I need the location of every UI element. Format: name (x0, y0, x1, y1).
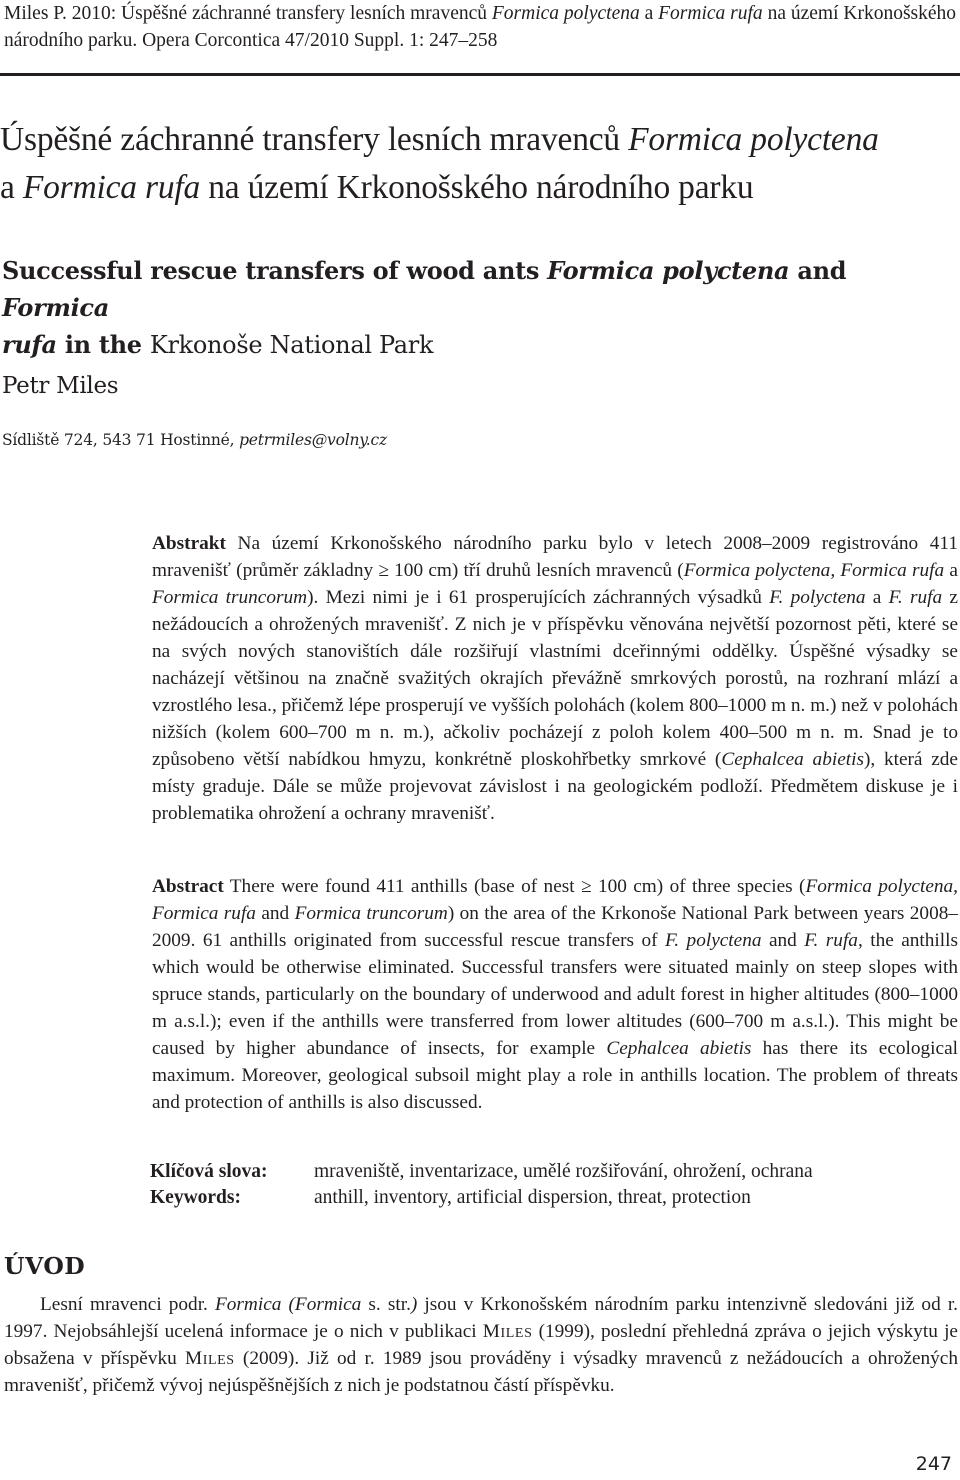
keywords-czech-label: Klíčová slova: (150, 1161, 268, 1182)
abstract-species: Formica polyctena, Formica rufa (152, 876, 958, 924)
page-number: 247 (915, 1453, 952, 1475)
subtitle-species: rufa (2, 330, 57, 359)
subtitle-text: Krkonoše National Park (149, 331, 434, 359)
keywords-english-value: anthill, inventory, artificial dispersion, threat, protection (314, 1187, 751, 1208)
abstract-english-paragraph (152, 873, 958, 1116)
abstract-text: Na území Krkonošského národního parku bylo v letech 2008–2009 registrováno 411 mravenišť (průměr základny ≥ 100 cm) tří druhů lesních mravenců ( (152, 533, 958, 581)
title-text: a (0, 169, 23, 206)
subtitle-text: Successful rescue transfers of wood ants (2, 256, 548, 285)
abstract-text: has there its ecological maximum. Moreover, geological subsoil might play a role in anthills location. The problem of threats and protection of anthills is also discussed. (152, 1038, 958, 1113)
intro-text: jsou v Krkonošském národním parku intenzivně sledováni již od r. 1997. Nejobsáhlejší ucelená informace je o nich v publikaci (4, 1294, 958, 1342)
title-text: na území Krkonošského národního parku (200, 169, 754, 206)
abstract-text: a (944, 560, 958, 581)
abstract-species: F. polyctena (769, 587, 866, 608)
cited-author: Miles (482, 1321, 533, 1342)
intro-paragraph (4, 1291, 958, 1399)
intro-species: Formica (Formica (214, 1294, 362, 1315)
author-name: Petr Miles (2, 373, 119, 399)
abstract-text: and (761, 930, 805, 951)
title-text: Úspěšné záchranné transfery lesních mravenců (0, 121, 629, 158)
citation-species: Formica polyctena (491, 3, 640, 24)
abstract-species: Cephalcea abietis (606, 1038, 752, 1059)
abstract-species: Formica truncorum (294, 903, 448, 924)
keywords-english-label: Keywords: (150, 1187, 241, 1208)
intro-text: Lesní mravenci podr. (40, 1294, 215, 1315)
abstract-text: and (255, 903, 295, 924)
abstract-text: a (865, 587, 889, 608)
abstract-czech (152, 530, 958, 827)
intro-text: (2009). Již od r. 1989 jsou prováděny i výsadky mravenců z nežádoucích a ohrožených mravenišť, přičemž vývoj nejúspěšnějších z nich je podstatnou částí příspěvku. (4, 1348, 958, 1396)
abstract-species: Formica polyctena, Formica rufa (683, 560, 945, 581)
abstract-species: F. rufa (888, 587, 943, 608)
abstract-species: Formica truncorum (152, 587, 308, 608)
article-title (0, 116, 960, 212)
intro-text: (1999), poslední přehledná zpráva o jejich výskytu je obsažena v příspěvku (4, 1321, 958, 1369)
abstract-english-label: Abstract (152, 876, 224, 897)
subtitle-text: in the (56, 330, 150, 359)
abstract-text: ). Mezi nimi je i 61 prosperujících záchranných výsadků (307, 587, 770, 608)
cited-author: Miles (185, 1348, 235, 1369)
abstract-text: z nežádoucích a ohrožených mravenišť. Z nich je v příspěvku věnována největší pozornost pěti, které se na svých nových stanovištích dále rozšiřují vlastními dceřinnými oddělky. Úspěšné výsadky se nacházejí většinou na značně svažitých okrajích převážně smrkových porostů, na rozhraní mlází a vzrostlého lesa., přičemž lépe prosperují ve vyšších polohách (kolem 800–1000 m n. m.) než v polohách nižších (kolem 600–700 m n. m.), ačkoliv pocházejí z poloh kolem 400–500 m n. m. Snad je to způsobeno větší nabídkou hmyzu, konkrétně ploskohřbetky smrkové ( (152, 587, 958, 770)
abstract-text: There were found 411 anthills (base of nest ≥ 100 cm) of three species ( (223, 876, 806, 897)
abstract-species: Cephalcea abietis (721, 749, 864, 770)
keywords-czech-value: mraveniště, inventarizace, umělé rozšiřování, ohrožení, ochrana (314, 1161, 813, 1182)
author-address (2, 428, 387, 452)
citation-text: Miles P. 2010: Úspěšné záchranné transfery lesních mravenců (4, 3, 492, 24)
title-species: Formica rufa (22, 169, 201, 206)
english-title (2, 252, 958, 364)
abstract-text: ), která zde místy graduje. Dále se může projevovat závislost i na geologickém podloží. Předmětem diskuse je i problematika ohrožení a ochrany mravenišť. (152, 749, 958, 824)
abstract-species: F. polyctena (665, 930, 762, 951)
citation-text: na území Krkonošského národního parku. Opera Corcontica 47/2010 Suppl. 1: 247–258 (4, 3, 957, 51)
abstract-text: , the anthills which would be otherwise eliminated. Successful transfers were situated mainly on steep slopes with spruce stands, particularly on the boundary of underwood and adult forest in higher altitudes (800–1000 m a.s.l.); even if the anthills were transferred from lower altitudes (600–700 m a.s.l.). This might be caused by higher abundance of insects, for example (152, 930, 958, 1059)
title-species: Formica polyctena (628, 121, 879, 158)
intro-species: ) (410, 1294, 418, 1315)
subtitle-species: Formica polyctena (547, 256, 790, 285)
citation-species: Formica rufa (658, 3, 763, 24)
abstract-czech-paragraph (152, 530, 958, 827)
header-rule (0, 73, 960, 76)
address-text: Sídliště 724, 543 71 Hostinné, (2, 431, 240, 449)
abstract-english (152, 873, 958, 1116)
author-email[interactable]: petrmiles@volny.cz (239, 431, 387, 449)
citation (4, 0, 958, 54)
abstract-text: ) on the area of the Krkonoše National Park between years 2008–2009. 61 anthills originated from successful rescue transfers of (152, 903, 958, 951)
abstract-czech-label: Abstrakt (152, 533, 226, 554)
subtitle-species: Formica (2, 293, 109, 322)
citation-text: a (639, 3, 659, 24)
intro-text: s. str. (361, 1294, 411, 1315)
abstract-species: F. rufa (804, 930, 858, 951)
section-heading-intro: ÚVOD (4, 1252, 86, 1280)
subtitle-text: and (789, 256, 847, 285)
